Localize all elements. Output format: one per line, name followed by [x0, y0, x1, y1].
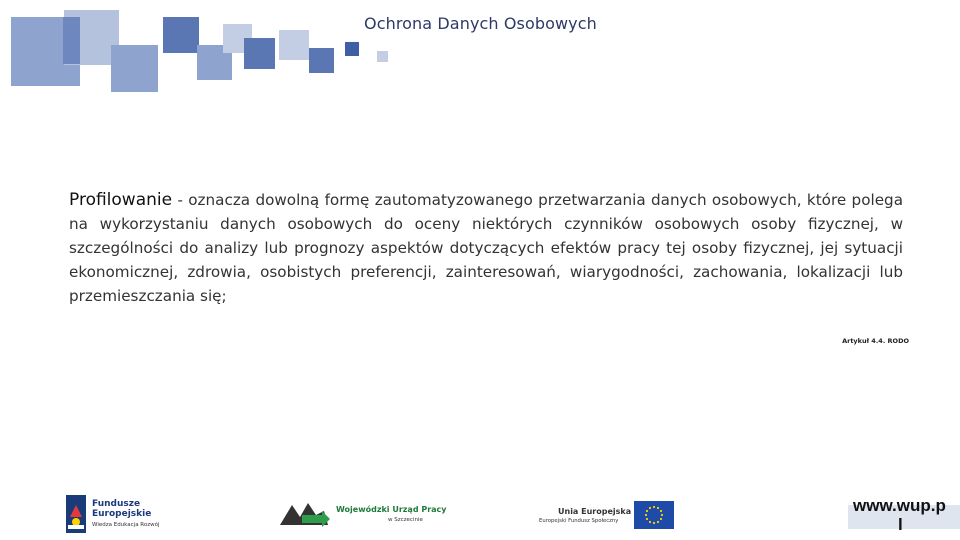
decor-square	[377, 51, 388, 62]
citation: Artykuł 4.4. RODO	[842, 337, 909, 345]
fe-logo-line1: Fundusze	[92, 499, 141, 509]
definition-term: Profilowanie	[69, 190, 173, 210]
fe-logo-line3: Wiedza Edukacja Rozwój	[92, 522, 160, 528]
page-title: Ochrona Danych Osobowych	[364, 14, 597, 33]
definition-paragraph	[69, 188, 903, 308]
decor-square	[345, 42, 359, 56]
decor-square	[63, 17, 80, 64]
decor-square	[279, 30, 309, 60]
decor-square	[244, 38, 275, 69]
ue-logo-line2: Europejski Fundusz Społeczny	[539, 518, 619, 524]
decor-square	[309, 48, 334, 73]
decor-square	[163, 17, 199, 53]
wup-mark-icon	[280, 501, 330, 529]
wup-logo-line1: Wojewódzki Urząd Pracy	[336, 505, 447, 514]
wup-logo-line2: w Szczecinie	[388, 517, 423, 523]
fe-star-icon	[66, 495, 86, 533]
fe-logo-line2: Europejskie	[92, 509, 152, 519]
website-url-continued[interactable]: l	[898, 515, 903, 534]
definition-text: - oznacza dowolną formę zautomatyzowanego przetwarzania danych osobowych, które polega na wykorzystaniu danych osobowych do oceny niektórych czynników osobowych osoby fizycznej, w szczególności do analizy lub prognozy aspektów dotyczących efektów pracy tej osoby fizycznej, jej sytuacji ekonomicznej, zdrowia, osobistych preferencji, zainteresowań, wiarygodności, zachowania, lokalizacji lub przemieszczania się;	[69, 191, 903, 305]
ue-logo-line1: Unia Europejska	[558, 507, 632, 516]
website-url[interactable]: www.wup.p	[853, 496, 946, 515]
decor-square	[111, 45, 158, 92]
unia-europejska-logo	[538, 500, 678, 532]
wup-logo	[280, 500, 447, 530]
fundusze-europejskie-logo	[66, 495, 176, 535]
eu-flag-icon	[634, 501, 674, 529]
